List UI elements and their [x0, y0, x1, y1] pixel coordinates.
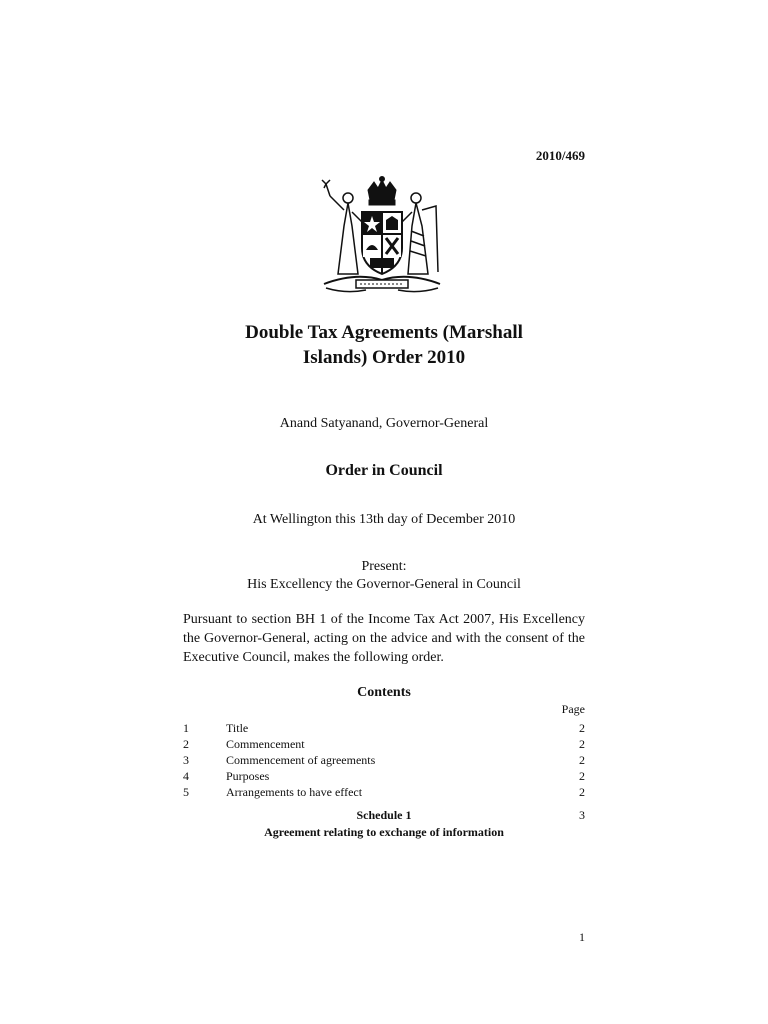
contents-item[interactable]	[183, 736, 585, 752]
contents-item-page: 2	[579, 753, 585, 767]
contents-item-number: 4	[183, 769, 189, 783]
present-label: Present:	[361, 559, 407, 574]
schedule-title: Schedule 1	[356, 808, 412, 822]
order-type-heading: Order in Council	[325, 462, 443, 479]
contents-item-title: Arrangements to have effect	[226, 785, 363, 799]
contents-item[interactable]	[183, 720, 585, 736]
document-number: 2010/469	[535, 148, 585, 163]
contents-item-page: 2	[579, 769, 585, 783]
contents-item-page: 2	[579, 721, 585, 735]
document-title-line2: Islands) Order 2010	[302, 347, 466, 368]
contents-item-number: 5	[183, 785, 189, 799]
contents-item-number: 2	[183, 737, 189, 751]
schedule-entry[interactable]	[183, 808, 585, 842]
footer-page-number: 1	[579, 930, 585, 944]
contents-item[interactable]	[183, 784, 585, 800]
contents-item[interactable]	[183, 768, 585, 784]
governor-general: Anand Satyanand, Governor-General	[279, 416, 489, 431]
document-title	[0, 320, 768, 370]
schedule-page: 3	[579, 808, 585, 822]
schedule-subtitle: Agreement relating to exchange of information	[264, 825, 504, 839]
contents-item-title: Title	[226, 721, 249, 735]
contents-list	[183, 720, 585, 800]
present-text: His Excellency the Governor-General in Council	[247, 577, 521, 592]
contents-item-title: Commencement	[226, 737, 305, 751]
contents-page-label: Page	[561, 702, 585, 716]
contents-item-title: Commencement of agreements	[226, 753, 376, 767]
contents-item-number: 3	[183, 753, 189, 767]
contents-item-page: 2	[579, 785, 585, 799]
place-date: At Wellington this 13th day of December 2010	[252, 512, 516, 527]
document-title-line1: Double Tax Agreements (Marshall	[245, 322, 523, 343]
coat-of-arms-icon	[316, 176, 448, 298]
contents-heading: Contents	[357, 685, 411, 700]
preamble-paragraph: Pursuant to section BH 1 of the Income Tax Act 2007, His Excellency the Governor-General, acting on the advice and with the consent of the Executive Council, makes the following order.	[183, 612, 585, 665]
contents-item-title: Purposes	[226, 769, 270, 783]
present-block	[0, 558, 768, 594]
contents-item-number: 1	[183, 721, 189, 735]
contents-item[interactable]	[183, 752, 585, 768]
contents-item-page: 2	[579, 737, 585, 751]
